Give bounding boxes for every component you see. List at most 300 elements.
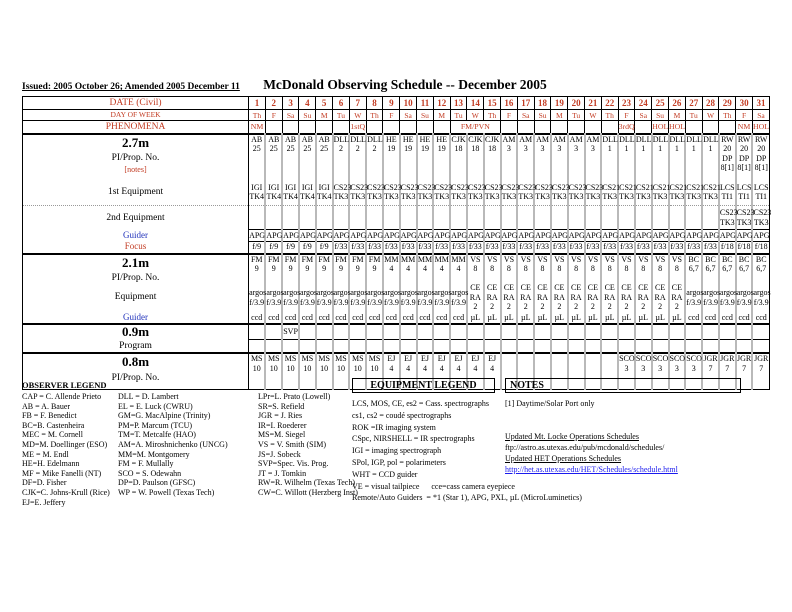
cell-text: 10 [353, 363, 362, 373]
cell-text: APG [551, 230, 568, 240]
schedule-cell [702, 230, 719, 242]
cell-text: Sa [757, 110, 765, 120]
schedule-cell [585, 254, 602, 284]
schedule-cell [752, 180, 769, 206]
legend-entry: FM = F. Mullally [118, 459, 174, 469]
cell-text: 2 [355, 144, 360, 154]
cell-text: ccd [352, 312, 364, 322]
legend-entry: LCS, MOS, CE, es2 = Cass. spectrographs [352, 399, 489, 408]
schedules-link[interactable]: http://het.as.utexas.edu/HET/Schedules/schedule.html [505, 465, 678, 474]
schedule-cell [685, 134, 702, 180]
cell-text: CS21 [635, 182, 654, 192]
schedule-cell [652, 242, 669, 254]
schedule-cell [652, 339, 669, 353]
cell-text: f/18 [754, 242, 768, 252]
schedule-cell [719, 242, 736, 254]
legend-entry: PM=P. Marcum (TCU) [118, 420, 193, 430]
cell-text: µL [520, 312, 531, 322]
schedule-cell [265, 180, 282, 206]
schedule-cell [618, 230, 635, 242]
schedule-cell [249, 312, 266, 324]
schedule-cell [752, 230, 769, 242]
schedule-cell [282, 254, 299, 284]
cell-text: argos [736, 288, 754, 298]
cell-text: 4 [422, 363, 427, 373]
cell-text: APG [451, 230, 468, 240]
dow-header-cell [685, 110, 702, 121]
dow-header-cell [752, 110, 769, 121]
cell-text: VS [671, 254, 683, 264]
row-label [23, 134, 249, 180]
cell-text: 8 [674, 264, 679, 274]
cell-text: MS [267, 354, 280, 364]
row-label [23, 242, 249, 254]
cell-text: Th [252, 110, 262, 120]
dow-header-cell [333, 110, 350, 121]
cell-text: CE [554, 283, 565, 293]
schedule-cell [601, 180, 621, 206]
legend-entry: MD=M. Doellinger (ESO) [22, 439, 108, 449]
cell-text: f/9 [269, 242, 279, 252]
cell-text: CS23 [467, 182, 486, 192]
cell-text: 16 [504, 97, 514, 108]
schedule-cell [618, 312, 635, 324]
equipment-legend-title: EQUIPMENT LEGEND [352, 378, 495, 393]
cell-text: AM [569, 134, 583, 144]
schedule-cell [417, 230, 434, 242]
cell-text: 1 [658, 144, 663, 154]
legend-entry: SVP=Spec. Vis. Prog. [258, 459, 329, 469]
cell-text: 7 [708, 363, 713, 373]
cell-text: 3 [540, 144, 545, 154]
schedule-cell [383, 134, 400, 180]
cell-text: µL [470, 312, 481, 322]
cell-text: 20 [571, 97, 581, 108]
schedule-cell [752, 254, 769, 284]
cell-text: 20 [757, 144, 766, 154]
schedule-cell [534, 180, 551, 206]
cell-text: 18 [454, 144, 463, 154]
legend-entry: AM=A. Miroshnichenko (UNCG) [118, 439, 228, 449]
cell-text: APG [383, 230, 400, 240]
schedule-cell [265, 230, 282, 242]
date-header-cell [635, 97, 652, 110]
schedule-cell [450, 312, 467, 324]
cell-text: IGI [301, 182, 313, 192]
cell-text: argos [383, 288, 402, 298]
schedule-cell [383, 283, 400, 312]
cell-text: TK3 [350, 192, 366, 202]
cell-text: APG [753, 230, 770, 240]
row-label-text: DATE (Civil) [109, 97, 162, 108]
legend-entry: IR=I. Roederer [258, 420, 307, 430]
schedule-cell [249, 283, 266, 312]
schedule-cell [702, 339, 719, 353]
cell-text: 25 [320, 144, 329, 154]
cell-text: ccd [688, 312, 700, 322]
cell-text: SCO [686, 354, 702, 364]
cell-text: CS23 [367, 182, 385, 192]
schedule-cell [249, 242, 266, 254]
schedule-cell [484, 242, 501, 254]
legend-entry: CAP = C. Allende Prieto [22, 392, 102, 401]
cell-text: Tu [572, 110, 581, 120]
cell-text: DP [738, 153, 750, 163]
cell-text: f/33 [687, 242, 701, 252]
legend-entry: MEC = M. Cornell [22, 430, 83, 440]
cell-text: f/3.9 [383, 297, 399, 307]
cell-text: f/33 [452, 242, 465, 252]
cell-text: SCO [635, 354, 652, 364]
cell-text: Tu [454, 110, 463, 120]
cell-text: 4 [439, 264, 444, 274]
schedule-cell [585, 312, 602, 324]
schedule-cell [484, 283, 501, 312]
cell-text: CS23 [753, 207, 772, 217]
cell-text: CS23 [736, 207, 755, 217]
schedule-row [23, 110, 770, 121]
schedule-cell [282, 242, 299, 254]
cell-text: 27 [689, 97, 699, 108]
row-label-text: PI/Prop. No. [111, 272, 160, 283]
cell-text: APG [434, 230, 451, 240]
cell-text: 4 [389, 264, 394, 274]
schedule-cell [517, 339, 534, 353]
schedule-cell [752, 324, 769, 339]
dow-header-cell [450, 110, 467, 121]
cell-text: RA 2 [553, 292, 565, 312]
cell-text: 1 [641, 144, 646, 154]
date-header-cell [685, 97, 702, 110]
schedule-cell [484, 339, 501, 353]
schedule-cell [299, 242, 316, 254]
cell-text: 4 [422, 264, 427, 274]
cell-text: f/18 [737, 242, 751, 252]
cell-text: µL [504, 312, 514, 322]
schedule-cell [652, 180, 669, 206]
schedule-cell [501, 206, 518, 230]
schedule-cell [517, 312, 534, 324]
schedule-cell [383, 339, 400, 353]
cell-text: AM [552, 134, 566, 144]
cell-text: argos [719, 288, 738, 298]
schedule-cell [400, 134, 417, 180]
schedule-cell [752, 134, 769, 180]
row-label-text: 1st Equipment [107, 187, 164, 198]
phenomena-cell [265, 121, 282, 134]
schedule-cell [652, 134, 669, 180]
schedule-cell [316, 324, 333, 339]
cell-text: 8[1] [720, 163, 734, 173]
date-header-cell [652, 97, 669, 110]
cell-text: 6,7 [722, 264, 733, 274]
cell-text: 8 [624, 264, 629, 274]
schedule-cell [517, 324, 534, 339]
cell-text: ccd [268, 312, 280, 322]
cell-text: CS23 [535, 182, 553, 192]
schedule-cell [752, 242, 769, 254]
schedule-cell [585, 206, 602, 230]
cell-text: 25 [269, 144, 278, 154]
cell-text: CS23 [585, 182, 604, 192]
cell-text: LCS [753, 182, 769, 192]
cell-text: RA 2 [671, 292, 683, 312]
schedule-cell [618, 339, 635, 353]
schedule-cell [585, 230, 602, 242]
schedule-cell [383, 312, 400, 324]
cell-text: RA 2 [620, 292, 633, 312]
cell-text: 9 [271, 264, 276, 274]
schedule-cell [467, 312, 484, 324]
legend-entry: LPr=L. Prato (Lowell) [258, 392, 331, 401]
cell-text: FM [368, 254, 381, 264]
schedule-cell [450, 180, 467, 206]
schedule-cell [282, 283, 299, 312]
schedule-cell [652, 312, 669, 324]
legend-entry: SR=S. Refield [258, 401, 305, 411]
cell-text: CE [571, 283, 582, 293]
cell-text: EJ [420, 354, 429, 364]
cell-text: DLL [635, 134, 652, 144]
schedule-cell [501, 254, 518, 284]
schedule-row [23, 242, 770, 254]
cell-text: 10 [403, 97, 413, 108]
cell-text: 6,7 [688, 264, 699, 274]
cell-text: ccd [385, 312, 397, 322]
cell-text: 4 [305, 97, 310, 108]
cell-text: ccd [285, 312, 297, 322]
schedule-cell [366, 242, 383, 254]
row-label-text: 2nd Equipment [106, 212, 165, 223]
cell-text: TK3 [384, 192, 399, 202]
schedule-cell [635, 206, 652, 230]
cell-text: TK3 [551, 192, 567, 202]
cell-text: VS [587, 254, 599, 264]
date-header-cell [467, 97, 484, 110]
cell-text: 3 [506, 144, 511, 154]
cell-text: DLL [350, 134, 366, 144]
observer-legend-title: OBSERVER LEGEND [22, 380, 107, 390]
phenomena-cell [282, 121, 299, 134]
cell-text: CS23 [350, 182, 369, 192]
row-label-text: Guider [123, 311, 149, 322]
schedule-cell [702, 254, 719, 284]
schedule-cell [517, 206, 534, 230]
cell-text: 1 [607, 144, 612, 154]
schedule-cell [299, 230, 316, 242]
cell-text: 15 [487, 97, 497, 108]
schedule-cell [585, 283, 602, 312]
schedule-cell [400, 339, 417, 353]
schedule-cell [433, 339, 450, 353]
schedule-cell [551, 206, 568, 230]
cell-text: f/33 [636, 242, 650, 252]
schedule-cell [349, 339, 366, 353]
dow-header-cell [568, 110, 585, 121]
schedule-cell [719, 230, 736, 242]
cell-text: µL [621, 312, 632, 322]
cell-text: F [389, 110, 394, 120]
schedule-cell [618, 324, 635, 339]
row-label [23, 110, 249, 121]
legend-entry: BC=B. Castenheira [22, 420, 85, 430]
cell-text: IGI [251, 182, 263, 192]
schedule-cell [702, 180, 719, 206]
phenomena-cell [685, 121, 702, 134]
cell-text: 10 [320, 363, 329, 373]
schedule-cell [349, 230, 366, 242]
cell-text: ccd [369, 312, 381, 322]
schedule-cell [366, 134, 383, 180]
cell-text: HE [386, 134, 397, 144]
cell-text: argos [417, 288, 435, 298]
cell-text: 19 [437, 144, 446, 154]
cell-text: APG [316, 230, 333, 240]
cell-text: 3 [288, 97, 293, 108]
schedule-cell [333, 324, 350, 339]
cell-text: 8 [607, 264, 612, 274]
schedule-cell [534, 254, 551, 284]
date-header-cell [349, 97, 366, 110]
phenomena-cell [585, 121, 602, 134]
schedule-cell [719, 254, 736, 284]
schedule-cell [551, 324, 568, 339]
cell-text: CS21 [703, 182, 721, 192]
cell-text: APG [568, 230, 585, 240]
legend-entry: CJK=C. Johns-Krull (Rice) [22, 487, 110, 497]
cell-text: argos [249, 288, 267, 298]
cell-text: argos [753, 288, 771, 298]
schedule-cell [316, 134, 333, 180]
schedule-row [23, 324, 770, 339]
schedule-cell [736, 180, 753, 206]
cell-text: TK3 [501, 192, 517, 202]
row-label [23, 339, 249, 353]
schedule-cell [249, 339, 266, 353]
cell-text: 9 [288, 264, 293, 274]
schedule-cell [719, 312, 736, 324]
cell-text: CS21 [602, 182, 621, 192]
date-header-cell [719, 97, 736, 110]
cell-text: µL [638, 312, 649, 322]
legend-entry: DF=D. Fisher [22, 478, 67, 488]
dow-header-cell [282, 110, 299, 121]
schedule-cell [450, 283, 467, 312]
observer-legend [22, 380, 358, 507]
cell-text: IGI [285, 182, 297, 192]
schedule-cell [366, 254, 383, 284]
cell-text: f/3.9 [417, 297, 433, 307]
date-header-cell [517, 97, 534, 110]
schedule-cell [282, 180, 299, 206]
dow-header-cell [601, 110, 618, 121]
cell-text: 3 [674, 363, 679, 373]
schedule-cell [669, 254, 686, 284]
dow-header-cell [635, 110, 652, 121]
date-header-cell [551, 97, 568, 110]
page-title: McDonald Observing Schedule -- December 2005 [263, 77, 547, 92]
cell-text: f/33 [586, 242, 600, 252]
legend-entry: ROK =IR imaging system [352, 422, 436, 432]
cell-text: APG [367, 230, 384, 240]
schedule-cell [669, 283, 686, 312]
cell-text: f/3.9 [753, 297, 769, 307]
schedule-cell [467, 254, 484, 284]
cell-text: 3 [641, 363, 646, 373]
schedule-cell [685, 312, 702, 324]
cell-text: 26 [672, 97, 682, 108]
schedule-cell [366, 230, 383, 242]
phenomena-cell [433, 121, 450, 134]
dow-header-cell [433, 110, 450, 121]
schedule-cell [685, 230, 702, 242]
cell-text: VS [654, 254, 666, 264]
cell-text: W [471, 110, 479, 120]
cell-text: APG [686, 230, 703, 240]
schedule-cell [635, 312, 652, 324]
legend-entry: WP = W. Powell (Texas Tech) [118, 487, 215, 497]
schedule-cell [568, 206, 585, 230]
schedule-cell [265, 324, 282, 339]
cell-text: LCS [736, 182, 752, 192]
schedule-cell [669, 180, 686, 206]
schedule-cell [366, 283, 383, 312]
cell-text: VS [537, 254, 548, 264]
cell-text: 22 [605, 97, 615, 108]
cell-text: MS [368, 354, 381, 364]
schedule-cell [568, 180, 585, 206]
cell-text: CS23 [518, 182, 537, 192]
note-line: Updated HET Operations Schedules [505, 454, 622, 463]
schedule-cell [736, 312, 753, 324]
cell-text: argos [333, 288, 351, 298]
cell-text: AM [536, 134, 549, 144]
row-label-text: DAY OF WEEK [110, 109, 161, 119]
schedule-cell [685, 339, 702, 353]
cell-text: TK3 [484, 192, 500, 202]
cell-text: f/3.9 [686, 297, 702, 307]
cell-text: f/3.9 [434, 297, 450, 307]
cell-text: CS21 [652, 182, 671, 192]
dow-header-cell [484, 110, 501, 121]
cell-text: FM [267, 254, 280, 264]
cell-text: MM [417, 254, 433, 264]
dow-header-cell [249, 110, 266, 121]
schedule-cell [568, 324, 585, 339]
cell-text: CE [487, 283, 498, 293]
cell-text: DLL [619, 134, 635, 144]
cell-text: µL [537, 312, 548, 322]
row-label [23, 206, 249, 230]
cell-text: argos [451, 288, 469, 298]
schedule-cell [601, 230, 618, 242]
phenomena-cell [417, 121, 434, 134]
schedule-cell [349, 312, 366, 324]
cell-text: 11 [420, 97, 430, 108]
date-header-cell [501, 97, 518, 110]
cell-text: TK3 [602, 192, 618, 202]
cell-text: CE [537, 283, 548, 293]
date-header-cell [299, 97, 316, 110]
phenomena-cell [568, 121, 585, 134]
cell-text: CS23 [333, 182, 352, 192]
cell-text: APG [501, 230, 518, 240]
cell-text: TK3 [333, 192, 349, 202]
phenomena-cell [349, 121, 366, 134]
cell-text: JGR [754, 354, 769, 364]
cell-text: TK4 [283, 192, 298, 202]
cell-text: argos [299, 288, 318, 298]
